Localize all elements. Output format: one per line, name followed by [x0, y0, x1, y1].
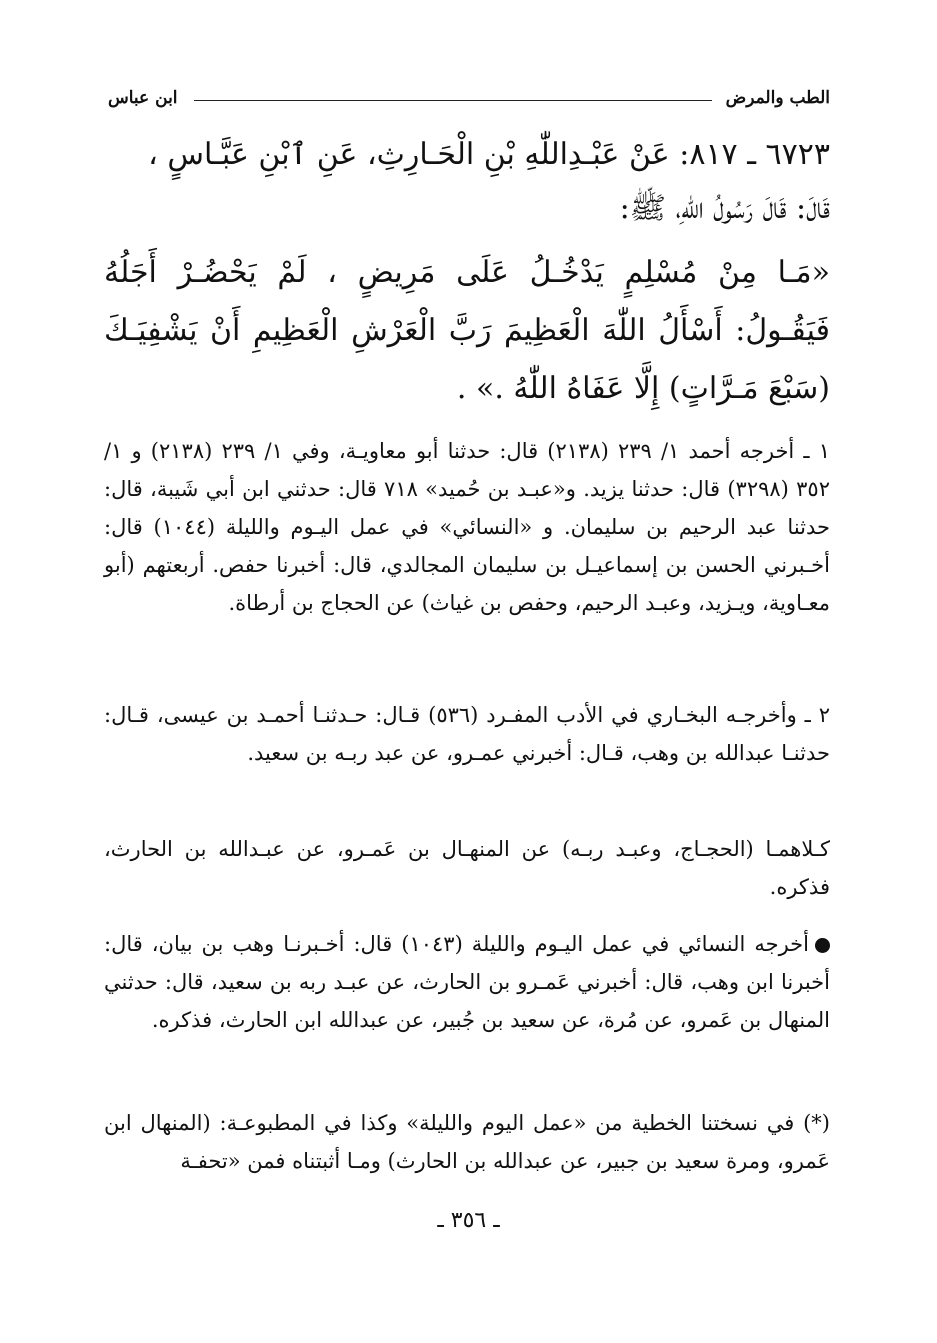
hadith-isnad	[104, 128, 830, 236]
hadith-speaker-line: قَالَ: قَالَ رَسُولُ اللّٰهِ، ﷺ:	[619, 191, 830, 226]
chapter-title: الطب والمرض	[725, 88, 830, 108]
running-header	[108, 88, 830, 114]
takhrij-note-4	[104, 925, 830, 1039]
takhrij-note-3: كـلاهمـا (الحجـاج، وعبـد ربـه) عن المنهـال بن عَمـرو، عن عبـدالله بن الحارث، فذكره.	[104, 837, 830, 899]
takhrij-note-4-text: أخرجه النسائي في عمل اليـوم والليلة (١٠٤٣) قال: أخـبرنـا وهب بن بيان، قال: أخبرنا ابن وهب، قال: أخبرني عَمـرو بن الحارث، عن عبـد ربه بن سعيد، قال: حدثني المنهال بن عَمرو، عن مُرة، عن سعيد بن جُبير، عن عبدالله ابن الحارث، فذكره.	[104, 932, 830, 1032]
narrator-title: ابن عباس	[108, 88, 178, 108]
takhrij-note-1: ١ ـ أخرجه أحمد ١/ ٢٣٩ (٢١٣٨) قال: حدثنا أبو معاويـة، وفي ١/ ٢٣٩ (٢١٣٨) و ١/ ٣٥٢ (٣٢٩٨) قال: حدثنا يزيد. و«عبـد بن حُميد» ٧١٨ قال: حدثني ابن أبي شَيبة، قال: حدثنا عبد الرحيم بن سليمان. و «النسائي» في عمل اليـوم والليلة (١٠٤٤) قال: أخـبرني الحسن بن إسماعيـل بن سليمان المجالدي، قال: أخبرنا حفص. أربعتهم (أبو معـاوية، ويـزيد، وعبـد الرحيم، وحفص بن غياث) عن الحجاج بن أرطاة.	[104, 439, 831, 615]
hadith-number-line: ٦٧٢٣ ـ ٨١٧: عَنْ عَبْـدِاللّٰهِ بْنِ الْحَـارِثِ، عَنِ ٱبْنِ عَبَّـاسٍ ،	[148, 137, 830, 172]
bullet-icon	[815, 938, 830, 953]
footnote: (*) في نسختنا الخطية من «عمل اليوم والليلة» وكذا في المطبوعـة: (المنهال ابن عَمرو، ومرة سعيد بن جبير، عن عبدالله بن الحارث) ومـا أثبتناه فمن «تحفـة	[104, 1111, 830, 1173]
header-rule	[194, 100, 712, 101]
hadith-matn: «مَـا مِنْ مُسْلِمٍ يَدْخُـلُ عَلَى مَرِيضٍ ، لَمْ يَحْضُـرْ أَجَلُهُ فَيَقُـولُ: أَسْأَلُ اللّٰهَ الْعَظِيمَ رَبَّ الْعَرْشِ الْعَظِيمِ أَنْ يَشْفِيَـكَ (سَبْعَ مَـرَّاتٍ) إِلَّا عَفَاهُ اللّٰهُ .» .	[104, 255, 830, 406]
page-number: ـ ٣٥٦ ـ	[437, 1208, 500, 1233]
takhrij-note-2: ٢ ـ وأخرجـه البخـاري في الأدب المفـرد (٥٣٦) قـال: حـدثنـا أحمـد بن عيسى، قـال: حدثنـا عبدالله بن وهب، قـال: أخبرني عمـرو، عن عبد ربـه بن سعيد.	[104, 703, 830, 765]
